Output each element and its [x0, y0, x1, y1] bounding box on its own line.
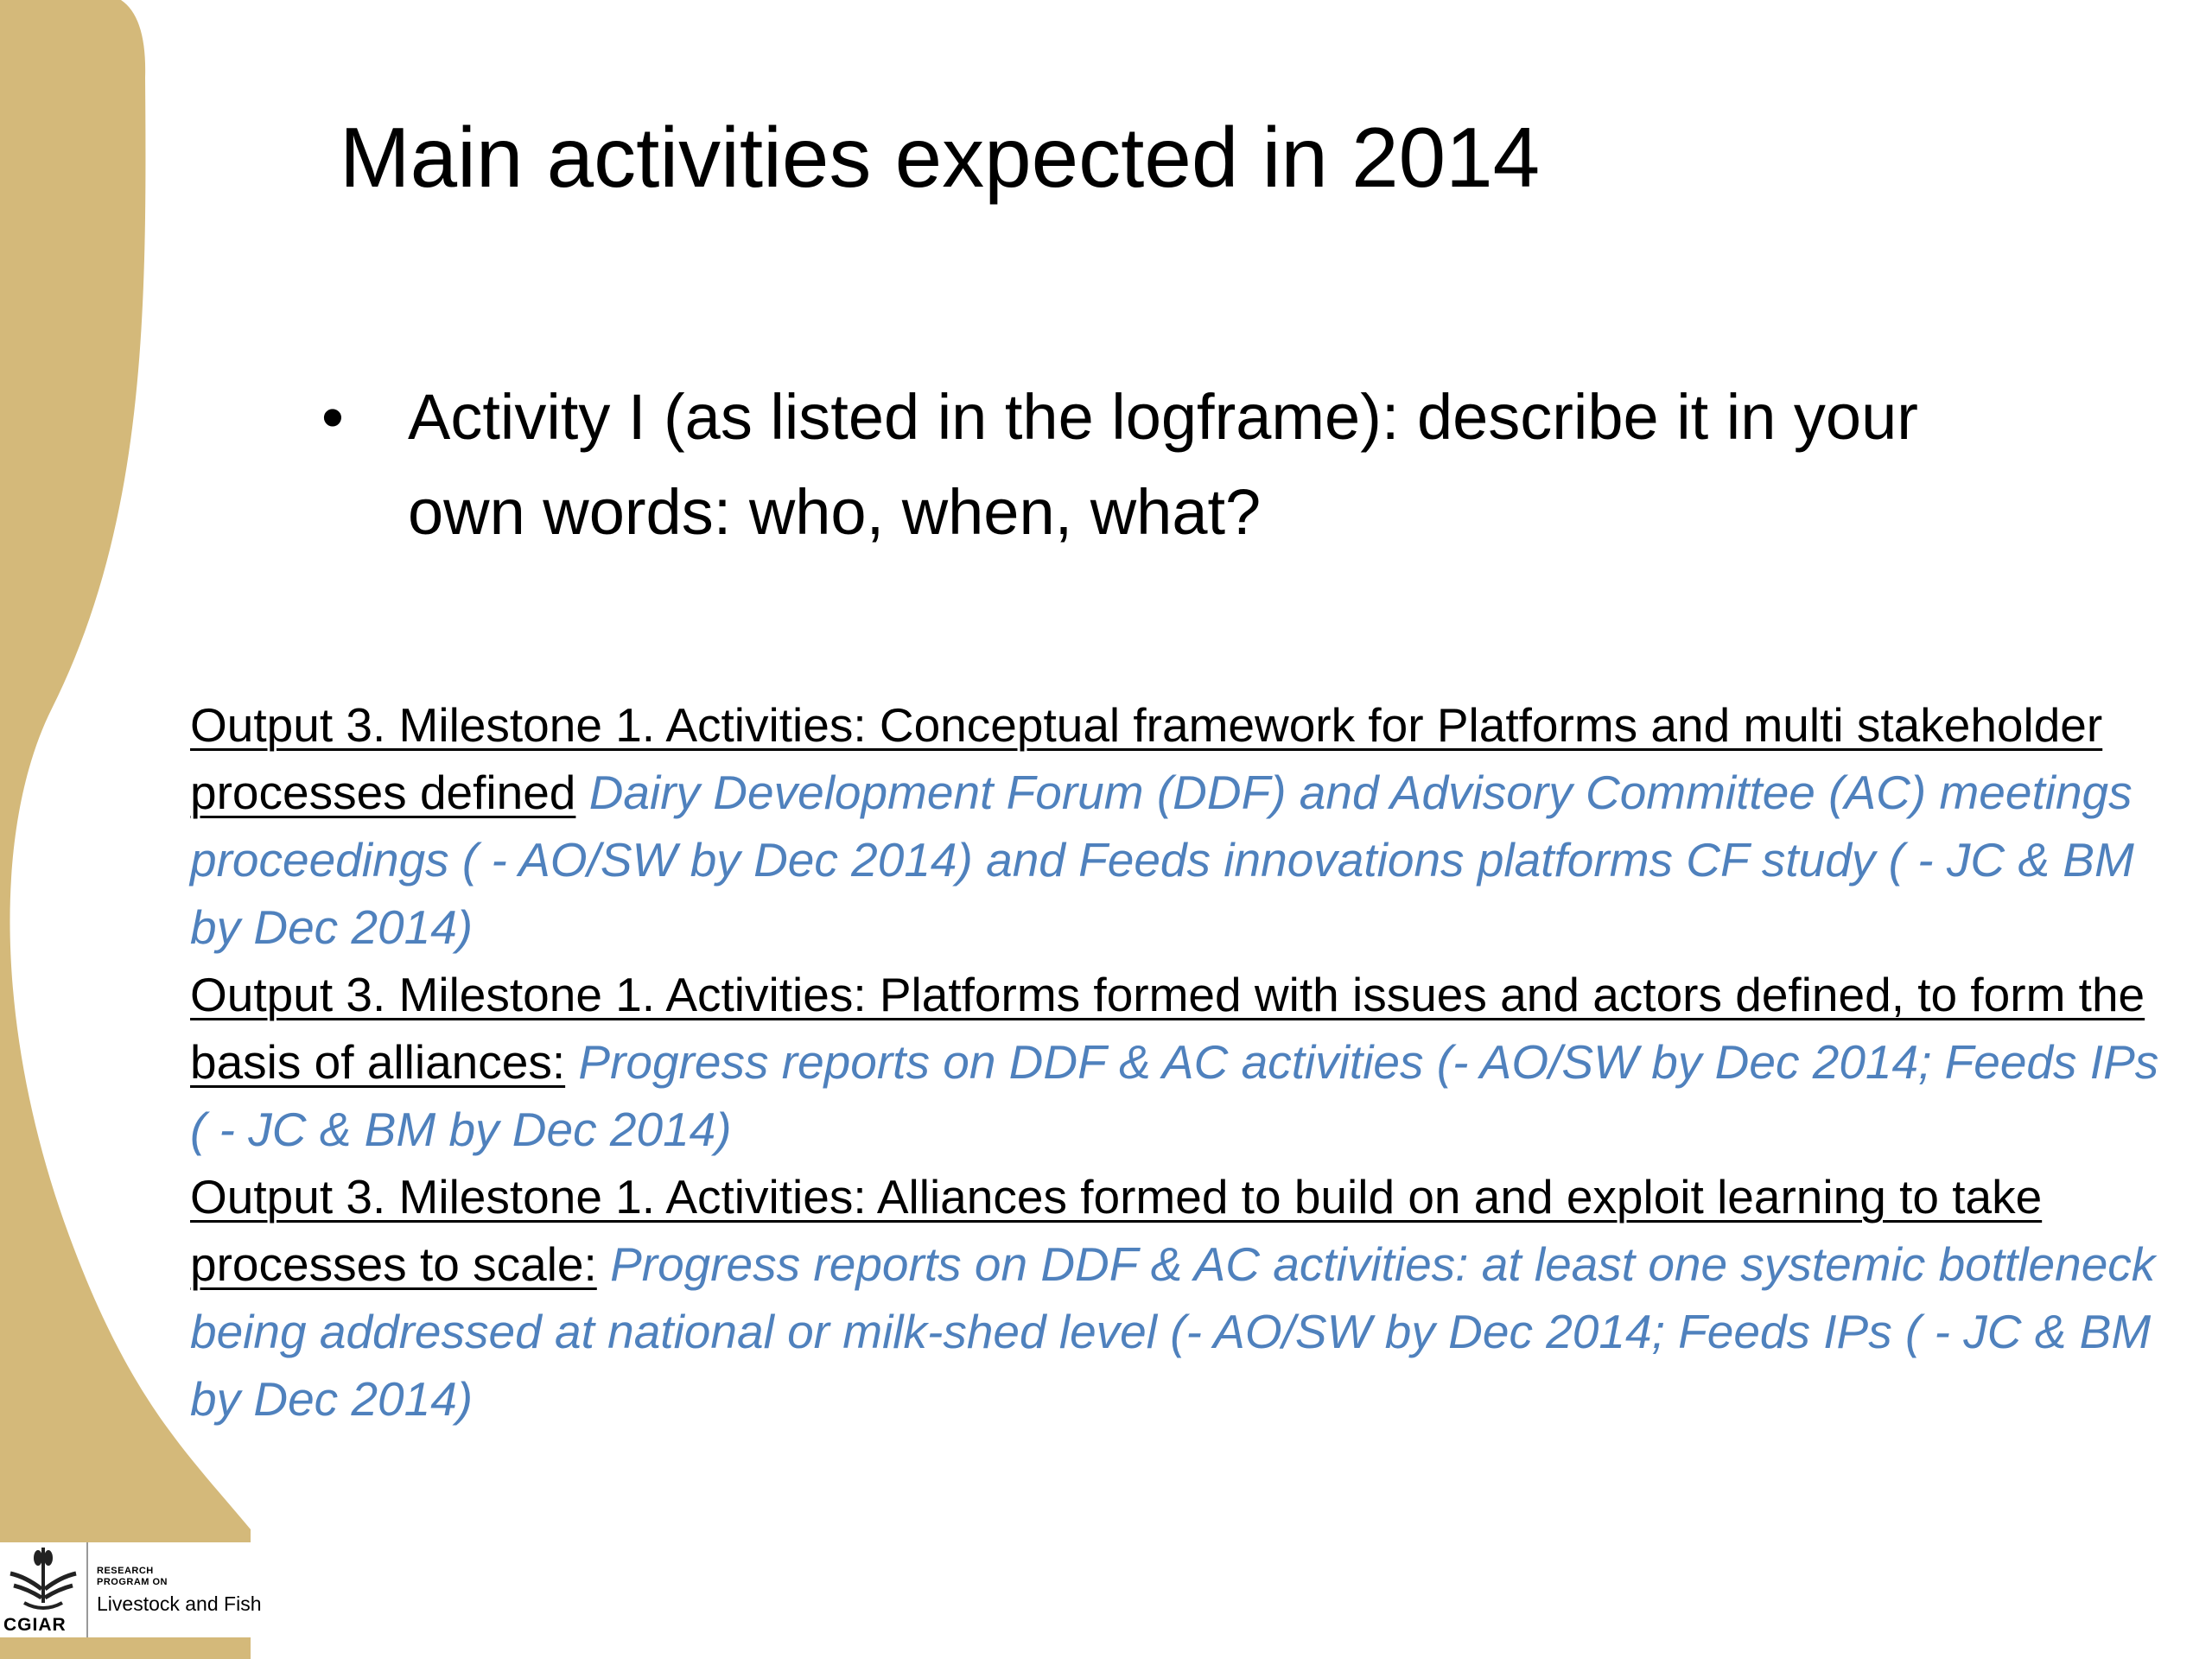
cgiar-logo [0, 1542, 268, 1637]
logo-line1: RESEARCH [97, 1566, 154, 1576]
activity-item [190, 961, 2169, 1163]
logo-program-name: Livestock and Fish [97, 1592, 262, 1615]
logo-emblem [0, 1542, 88, 1637]
bullet-item [321, 370, 2050, 560]
activity-heading: Output 3. Milestone 1. Activities: Alliances formed to build on and exploit learning to take processes to scale: [190, 1170, 2043, 1291]
activity-note: Progress reports on DDF & AC activities: at least one systemic bottleneck being addressed at national or milk-shed level (- AO/SW by Dec 2014; Feeds IPs ( - JC & BM by Dec 2014) [190, 1237, 2156, 1426]
bullet-symbol: • [321, 381, 344, 453]
activity-heading: Output 3. Milestone 1. Activities: Platforms formed with issues and actors defined, to form the basis of alliances: [190, 968, 2145, 1089]
activity-heading: Output 3. Milestone 1. Activities: Conceptual framework for Platforms and multi stakeholder processes defined [190, 698, 2103, 819]
activity-item [190, 1163, 2169, 1433]
activities-list [190, 691, 2169, 1433]
logo-line2: PROGRAM ON [97, 1577, 168, 1587]
logo-org-name: CGIAR [3, 1615, 67, 1635]
activity-note: Progress reports on DDF & AC activities (- AO/SW by Dec 2014; Feeds IPs ( - JC & BM by Dec 2014) [190, 1035, 2159, 1156]
activity-item [190, 691, 2169, 961]
wheat-emblem-icon [0, 1542, 86, 1613]
bullet-text: Activity I (as listed in the logframe): describe it in your own words: who, when, what? [408, 381, 1918, 548]
slide-title: Main activities expected in 2014 [340, 110, 1541, 205]
activity-note: Dairy Development Forum (DDF) and Advisory Committee (AC) meetings proceedings ( - AO/SW by Dec 2014) and Feeds innovations platforms CF study ( - JC & BM by Dec 2014) [190, 766, 2134, 954]
